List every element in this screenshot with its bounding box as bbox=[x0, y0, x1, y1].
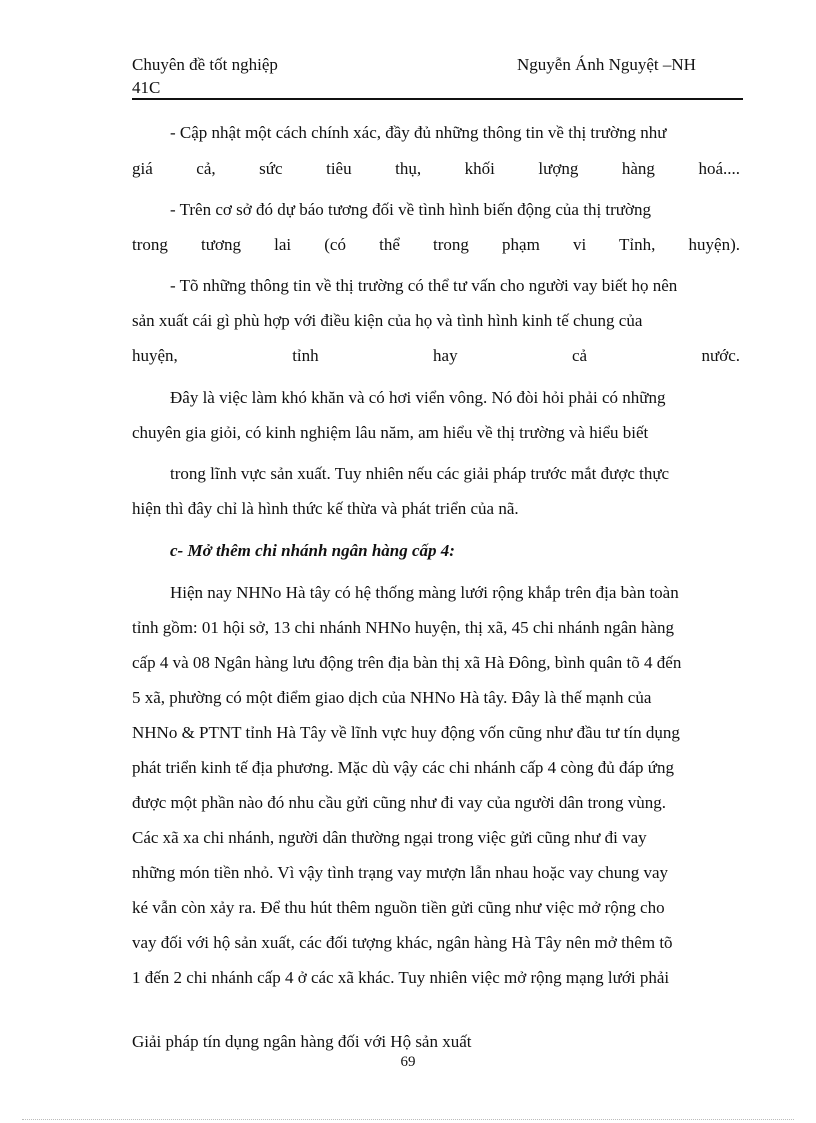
body-line: sản xuất cái gì phù hợp với điều kiện của họ và tình hình kinh tế chung của bbox=[132, 311, 643, 330]
body-line: những món tiền nhỏ. Vì vậy tình trạng vay mượn lẫn nhau hoặc vay chung vay bbox=[132, 863, 669, 882]
body-line: 5 xã, phường có một điểm giao dịch của NHNo Hà tây. Đây là thế mạnh của bbox=[132, 688, 652, 707]
body-line: trong tương lai (có thể trong phạm vi Tỉnh, huyện). bbox=[132, 235, 740, 254]
page-bottom-divider bbox=[22, 1119, 794, 1120]
header-left-class: 41C bbox=[132, 78, 161, 97]
body-line: NHNo & PTNT tỉnh Hà Tây về lĩnh vực huy động vốn cũng như đầu tư tín dụng bbox=[132, 723, 680, 742]
page-number: 69 bbox=[400, 1054, 416, 1070]
footer-title: Giải pháp tín dụng ngân hàng đối với Hộ sản xuất bbox=[132, 1032, 472, 1051]
header-left-title: Chuyên đề tốt nghiệp bbox=[132, 55, 278, 74]
section-heading: c- Mở thêm chi nhánh ngân hàng cấp 4: bbox=[170, 541, 455, 560]
body-line: ké vẫn còn xảy ra. Để thu hút thêm nguồn tiền gửi cũng như việc mở rộng cho bbox=[132, 898, 665, 917]
body-line: trong lĩnh vực sản xuất. Tuy nhiên nếu các giải pháp trước mắt được thực bbox=[170, 464, 670, 483]
body-line: phát triển kinh tế địa phương. Mặc dù vậy các chi nhánh cấp 4 còng đủ đáp ứng bbox=[132, 758, 674, 777]
body-line: hiện thì đây chỉ là hình thức kế thừa và phát triển của nã. bbox=[132, 499, 519, 518]
body-line: vay đối với hộ sản xuất, các đối tượng khác, ngân hàng Hà Tây nên mở thêm tõ bbox=[132, 933, 673, 952]
body-line: Các xã xa chi nhánh, người dân thường ngại trong việc gửi cũng như đi vay bbox=[132, 828, 647, 847]
body-line: chuyên gia giỏi, có kinh nghiệm lâu năm, am hiểu về thị trường và hiểu biết bbox=[132, 423, 649, 442]
body-line: Hiện nay NHNo Hà tây có hệ thống màng lưới rộng khắp trên địa bàn toàn bbox=[170, 583, 679, 602]
body-line: - Trên cơ sở đó dự báo tương đối về tình hình biến động của thị trường bbox=[170, 200, 652, 219]
body-line: tỉnh gồm: 01 hội sở, 13 chi nhánh NHNo huyện, thị xã, 45 chi nhánh ngân hàng bbox=[132, 618, 675, 637]
header-author: Nguyễn Ánh Nguyệt –NH bbox=[517, 55, 696, 74]
body-line: huyện, tỉnh hay cả nước. bbox=[132, 346, 740, 365]
body-line: - Tõ những thông tin về thị trường có thể tư vấn cho người vay biết họ nên bbox=[170, 276, 678, 295]
body-line: - Cập nhật một cách chính xác, đầy đủ những thông tin về thị trường như bbox=[170, 123, 667, 142]
body-line: Đây là việc làm khó khăn và có hơi viển vông. Nó đòi hỏi phải có những bbox=[170, 388, 666, 407]
body-line: được một phần nào đó nhu cầu gửi cũng như đi vay của người dân trong vùng. bbox=[132, 793, 667, 812]
body-line: 1 đến 2 chi nhánh cấp 4 ở các xã khác. Tuy nhiên việc mở rộng mạng lưới phải bbox=[132, 968, 670, 987]
body-line: cấp 4 và 08 Ngân hàng lưu động trên địa bàn thị xã Hà Đông, bình quân tõ 4 đến bbox=[132, 653, 682, 672]
header-rule bbox=[132, 98, 743, 100]
body-line: giá cả, sức tiêu thụ, khối lượng hàng hoá.... bbox=[132, 159, 740, 178]
